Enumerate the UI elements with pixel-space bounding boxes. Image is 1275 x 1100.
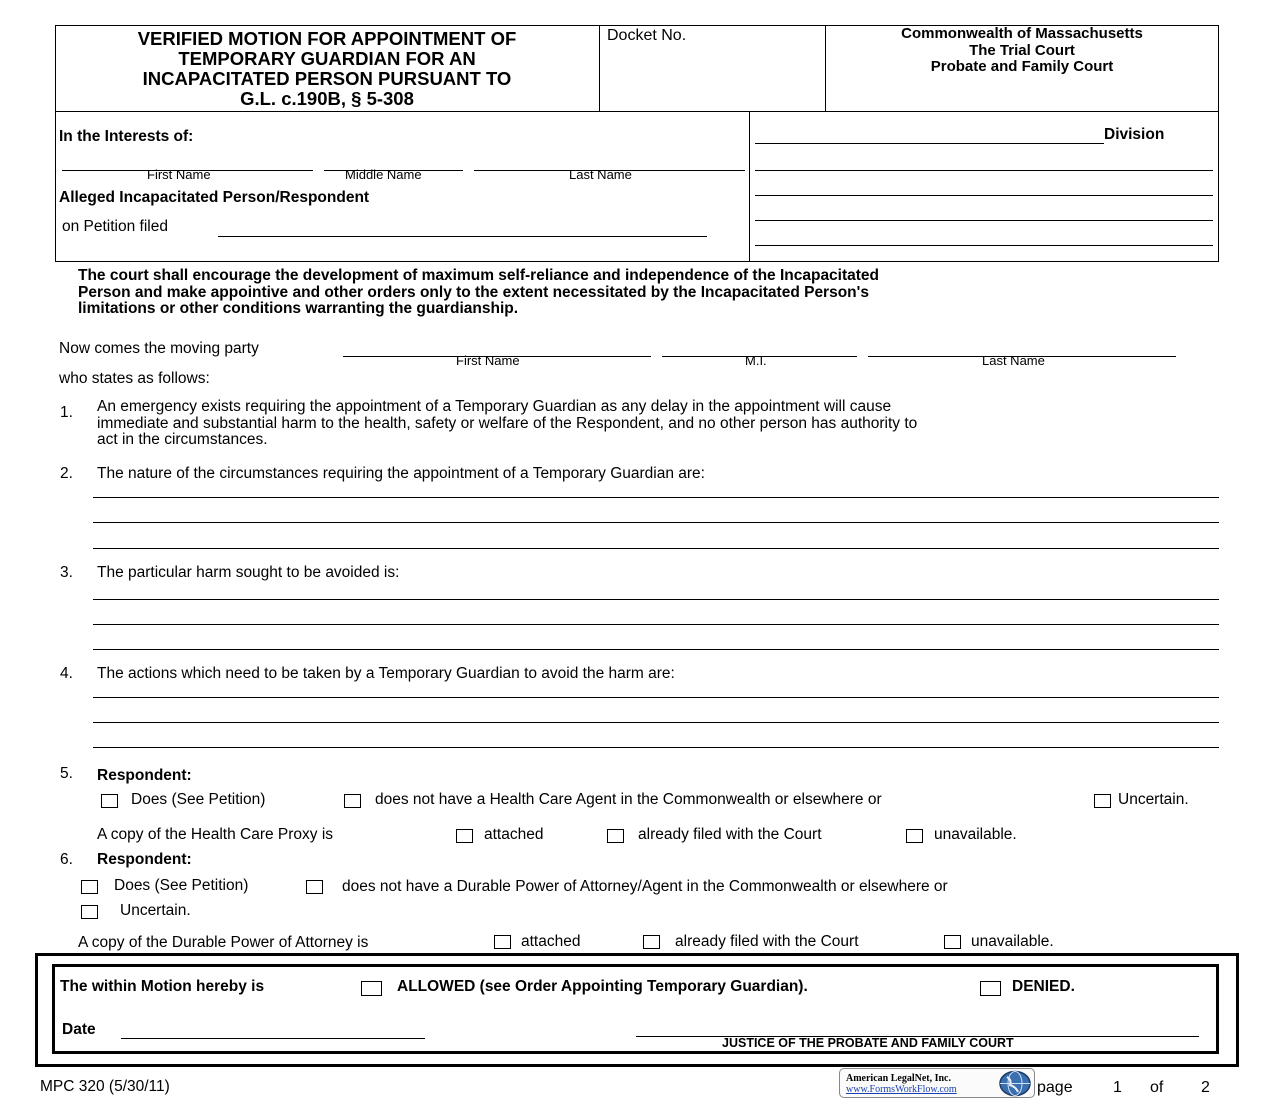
justice-label: JUSTICE OF THE PROBATE AND FAMILY COURT [722,1036,1014,1050]
health-agent-uncertain-checkbox[interactable] [1094,794,1111,808]
item-1-number: 1. [60,404,73,421]
title-line: TEMPORARY GUARDIAN FOR AN [178,48,476,69]
health-agent-does-not-label: does not have a Health Care Agent in the Commonwealth or elsewhere or [375,791,882,808]
header-divider-1 [599,25,600,111]
item-1-line: immediate and substantial harm to the health, safety or welfare of the Respondent, and no other person has authority to [97,414,918,432]
docket-label: Docket No. [607,27,687,44]
allowed-checkbox[interactable] [361,981,382,996]
moving-last-name-caption: Last Name [982,353,1045,368]
moving-mi-caption: M.I. [745,353,767,368]
poa-unavailable-checkbox[interactable] [944,935,961,949]
item-4-answer-line[interactable] [93,747,1219,748]
title-line: G.L. c.190B, § 5-308 [240,88,414,109]
middle-name-caption: Middle Name [345,167,422,182]
health-agent-does-not-checkbox[interactable] [344,794,361,808]
health-proxy-filed-checkbox[interactable] [607,829,624,843]
item-1-line: act in the circumstances. [97,431,268,448]
page-label: page [1037,1079,1073,1096]
allowed-label: ALLOWED (see Order Appointing Temporary Guardian). [397,978,808,995]
item-6-number: 6. [60,851,73,868]
court-line: The Trial Court [969,41,1075,59]
court-notice [78,268,1228,318]
division-line[interactable] [755,143,1104,144]
poa-uncertain-checkbox[interactable] [81,905,98,919]
poa-does-checkbox[interactable] [81,880,98,894]
item-2-answer-line[interactable] [93,548,1219,549]
division-extra-line[interactable] [755,195,1213,196]
poa-does-not-checkbox[interactable] [306,880,323,894]
notice-line: Person and make appointive and other orders only to the extent necessitated by the Incapacitated Person's [78,283,869,301]
poa-uncertain-label: Uncertain. [120,902,191,919]
legalnet-logo[interactable] [839,1068,1035,1098]
health-proxy-attached-checkbox[interactable] [456,829,473,843]
poa-does-label: Does (See Petition) [114,877,249,894]
health-agent-does-label: Does (See Petition) [131,791,266,808]
respondent-label: Alleged Incapacitated Person/Respondent [59,189,370,206]
item-4-answer-line[interactable] [93,722,1219,723]
notice-line: limitations or other conditions warranting the guardianship. [78,300,519,317]
item-5-number: 5. [60,765,73,782]
order-text: The within Motion hereby is [60,978,265,995]
interests-label: In the Interests of: [59,128,194,145]
poa-unavailable-label: unavailable. [971,933,1054,950]
petition-filed-label: on Petition filed [62,218,168,235]
first-name-caption: First Name [147,167,211,182]
health-proxy-copy-label: A copy of the Health Care Proxy is [97,826,334,843]
interests-divider [749,111,750,262]
item-4-answer-line[interactable] [93,697,1219,698]
petition-filed-line[interactable] [218,236,707,237]
item-4-text: The actions which need to be taken by a Temporary Guardian to avoid the harm are: [97,665,675,682]
states-label: who states as follows: [59,370,210,387]
item-2-answer-line[interactable] [93,497,1219,498]
last-name-caption: Last Name [569,167,632,182]
health-proxy-unavailable-label: unavailable. [934,826,1017,843]
item-2-text: The nature of the circumstances requiring the appointment of a Temporary Guardian are: [97,465,705,482]
division-label: Division [1104,126,1165,143]
item-3-answer-line[interactable] [93,599,1219,600]
item-6-heading: Respondent: [97,851,192,868]
item-5-heading: Respondent: [97,767,192,784]
of-label: of [1150,1079,1164,1096]
health-proxy-unavailable-checkbox[interactable] [906,829,923,843]
moving-first-name-caption: First Name [456,353,520,368]
title-line: INCAPACITATED PERSON PURSUANT TO [142,68,512,89]
poa-attached-checkbox[interactable] [494,935,511,949]
page-total: 2 [1201,1079,1210,1096]
logo-company: American LegalNet, Inc. [846,1073,951,1084]
health-proxy-filed-label: already filed with the Court [638,826,822,843]
item-3-number: 3. [60,564,73,581]
health-agent-uncertain-label: Uncertain. [1118,791,1189,808]
notice-line: The court shall encourage the development of maximum self-reliance and independence of the Incapacitated [78,267,880,284]
health-agent-does-checkbox[interactable] [101,794,118,808]
date-label: Date [62,1021,96,1038]
title-line: VERIFIED MOTION FOR APPOINTMENT OF [137,28,517,49]
item-3-answer-line[interactable] [93,624,1219,625]
item-1-text [97,399,1227,449]
date-line[interactable] [121,1038,425,1039]
poa-filed-label: already filed with the Court [675,933,859,950]
item-2-number: 2. [60,465,73,482]
division-extra-line[interactable] [755,170,1213,171]
poa-does-not-label: does not have a Durable Power of Attorney/Agent in the Commonwealth or elsewhere or [342,878,948,895]
poa-attached-label: attached [521,933,581,950]
form-title [57,29,597,109]
moving-party-label: Now comes the moving party [59,340,259,357]
logo-url: www.FormsWorkFlow.com [846,1084,957,1095]
page-number: 1 [1113,1079,1122,1096]
globe-icon [998,1070,1032,1097]
item-3-text: The particular harm sought to be avoided is: [97,564,400,581]
health-proxy-attached-label: attached [484,826,544,843]
header-bottom-rule [55,111,1219,112]
division-extra-line[interactable] [755,220,1213,221]
item-3-answer-line[interactable] [93,649,1219,650]
item-4-number: 4. [60,665,73,682]
denied-label: DENIED. [1012,978,1075,995]
form-id: MPC 320 (5/30/11) [40,1078,170,1095]
poa-filed-checkbox[interactable] [643,935,660,949]
denied-checkbox[interactable] [980,981,1001,996]
court-line: Probate and Family Court [930,58,1114,75]
docket-input[interactable] [602,50,822,108]
header-divider-2 [825,25,826,111]
item-1-line: An emergency exists requiring the appointment of a Temporary Guardian as any delay in the appointment will cause [97,398,892,415]
item-2-answer-line[interactable] [93,522,1219,523]
court-heading [827,26,1217,76]
poa-copy-label: A copy of the Durable Power of Attorney is [78,934,369,951]
division-extra-line[interactable] [755,245,1213,246]
court-line: Commonwealth of Massachusetts [901,25,1143,42]
